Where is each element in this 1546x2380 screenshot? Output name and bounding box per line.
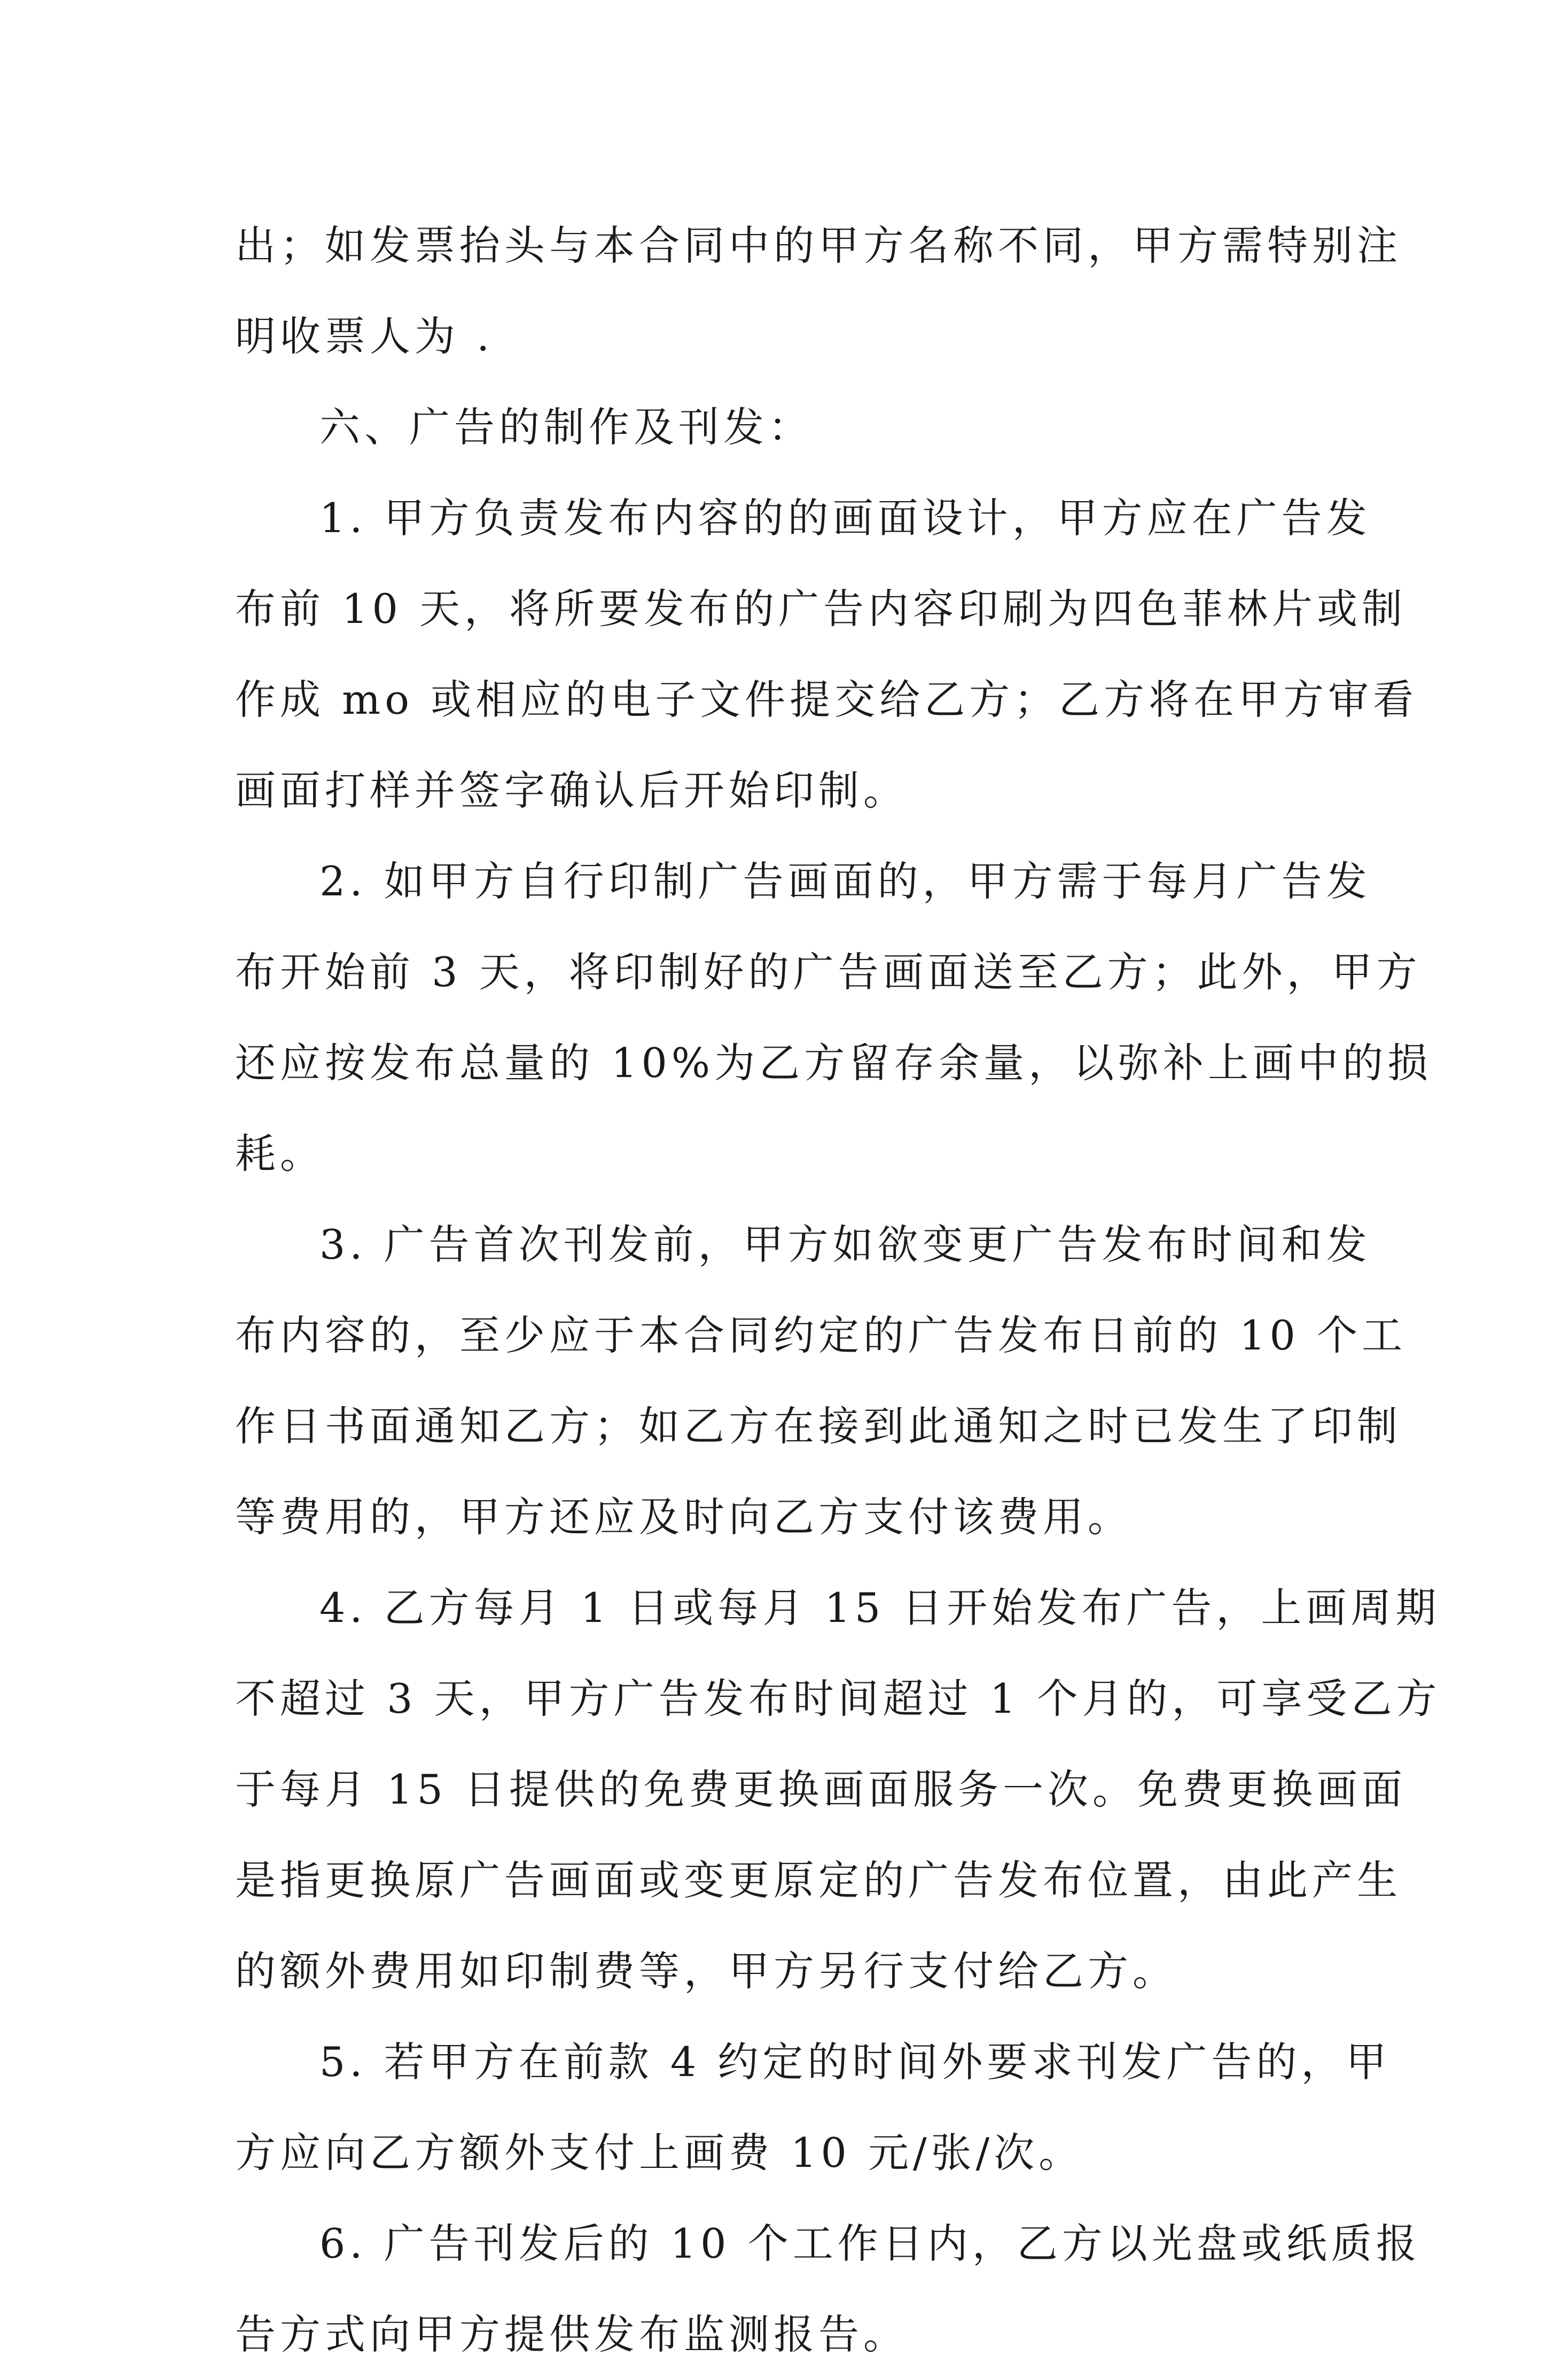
text-line: 于每月 15 日提供的免费更换画面服务一次。免费更换画面 [235,1766,1407,1813]
text-line: 作成 mo 或相应的电子文件提交给乙方；乙方将在甲方审看 [235,676,1418,723]
text-line: 等费用的，甲方还应及时向乙方支付该费用。 [235,1493,1133,1541]
text-line: 明收票人为 . [235,313,494,360]
text-line: 布开始前 3 天，将印制好的广告画面送至乙方；此外，甲方 [235,948,1422,996]
section-heading: 六、广告的制作及刊发： [319,403,813,451]
text-line: 还应按发布总量的 10%为乙方留存余量，以弥补上画中的损 [235,1039,1433,1087]
document-body [235,200,1441,2380]
text-line: 画面打样并签字确认后开始印制。 [235,767,908,814]
text-line: 4. 乙方每月 1 日或每月 15 日开始发布广告，上画周期 [319,1584,1441,1632]
text-line: 不超过 3 天，甲方广告发布时间超过 1 个月的，可享受乙方 [235,1675,1441,1722]
text-line: 布前 10 天，将所要发布的广告内容印刷为四色菲林片或制 [235,585,1407,633]
text-line: 耗。 [235,1130,325,1177]
text-line: 3. 广告首次刊发前，甲方如欲变更广告发布时间和发 [319,1221,1371,1268]
text-line: 布内容的，至少应于本合同约定的广告发布日前的 10 个工 [235,1312,1407,1359]
text-line: 1. 甲方负责发布内容的的画面设计，甲方应在广告发 [319,494,1371,542]
text-line: 5. 若甲方在前款 4 约定的时间外要求刊发广告的，甲 [319,2038,1391,2086]
text-line: 的额外费用如印制费等，甲方另行支付给乙方。 [235,1947,1177,1995]
text-line: 出；如发票抬头与本合同中的甲方名称不同，甲方需特别注 [235,222,1402,269]
text-line: 方应向乙方额外支付上画费 10 元/张/次。 [235,2129,1084,2176]
text-line: 作日书面通知乙方；如乙方在接到此通知之时已发生了印制 [235,1402,1402,1450]
text-line: 告方式向甲方提供发布监测报告。 [235,2311,908,2358]
text-line: 6. 广告刊发后的 10 个工作日内，乙方以光盘或纸质报 [319,2220,1421,2267]
text-line: 是指更换原广告画面或变更原定的广告发布位置，由此产生 [235,1856,1402,1904]
text-line: 2. 如甲方自行印制广告画面的，甲方需于每月广告发 [319,857,1371,905]
